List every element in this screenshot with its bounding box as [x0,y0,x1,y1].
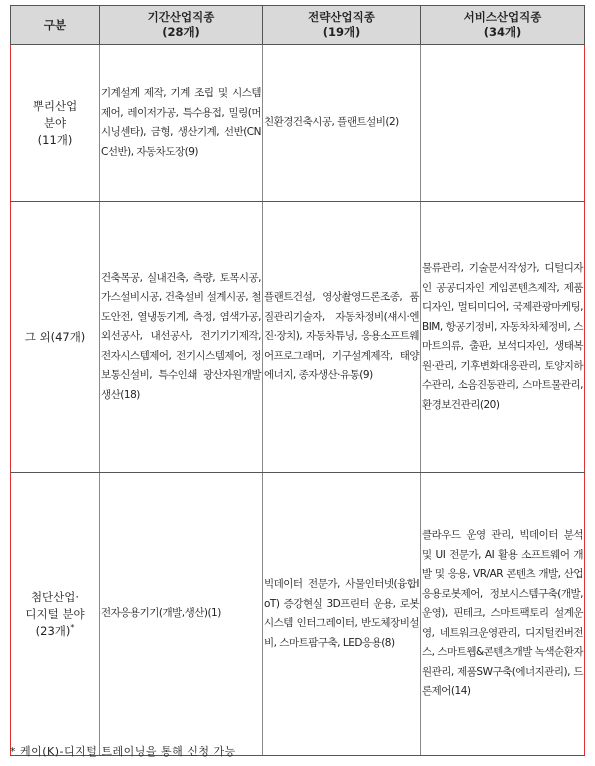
cell-key-industry: 기계설계 제작, 기계 조립 및 시스템제어, 레이저가공, 특수용접, 밀링(머시닝센타), 금형, 생산기계, 선반(CNC선반), 자동차도장(9) [100,45,263,202]
row-category-others [11,202,100,473]
row-category-line: 디지털 분야 [25,606,85,621]
header-category-title: 구분 [43,17,67,32]
cell-service-industry [421,45,585,202]
header-strategic-industry-title: 전략산업직종 [308,10,375,24]
header-key-industry-count: (28개) [162,25,200,39]
header-key-industry [100,6,263,45]
cell-service-industry: 클라우드 운영 관리, 빅데이터 분석 및 UI 전문가, AI 활용 소프트웨어 개발 및 응용, VR/AR 콘텐츠 개발, 산업응용로봇제어, 정보시스템구축(개발,운영), 핀테크, 스마트팩토리 설계운영, 네트워크운영관리, 디지털컨버전스, 스마트웹&콘텐츠개발 녹색순환자원관리, 제품SW구축(에너지관리), 드론제어(14) [421,473,585,756]
cell-strategic-industry: 빅데이터 전문가, 사물인터넷(융합IoT) 증강현실 3D프린터 운용, 로봇시스템 인터그레이터, 반도체장비설비, 스마트팜구축, LED응용(8) [263,473,421,756]
header-service-industry-count: (34개) [483,25,522,39]
table-row-root-industry [11,45,585,202]
row-category-line: (11개) [37,132,73,147]
row-category-line: 그 외(47개) [24,329,86,344]
row-category-line [11,623,99,640]
header-key-industry-title: 기간산업직종 [147,10,215,24]
header-strategic-industry-count: (19개) [322,25,361,39]
cell-strategic-industry: 친환경건축시공, 플랜트설비(2) [263,45,421,202]
cell-service-industry: 물류관리, 기술문서작성가, 디털디자인 공공디자인 게임콘텐츠제작, 제품 디자인, 멀티미디어, 국제관광마케팅, BIM, 항공기정비, 자동차차체정비, 스마트의류, 출판, 보석디자인, 생태복원·관리, 기후변화대응관리, 토양지하수관리, 소음진동관리, 스마트물관리, 환경보건관리(20) [421,202,585,473]
row-category-line: 뿌리산업 [32,98,78,113]
cell-strategic-industry: 플랜트건설, 영상촬영드론조종, 품질관리기술자, 자동차정비(섀시·엔진·장치), 자동차튜닝, 응용소프트웨어프로그래머, 기구설계제작, 태양에너지, 종자생산·유통(9) [263,202,421,473]
footnote: * 케이(K)-디지털 트레이닝을 통해 신청 가능 [10,745,236,758]
header-category [11,6,100,45]
row-category-line: 분야 [43,115,67,130]
cell-key-industry: 건축목공, 실내건축, 측량, 토목시공, 가스설비시공, 건축설비 설계시공, 철도안전, 열냉동기계, 측정, 염색가공, 외선공사, 내선공사, 전기기기제작, 전자시스템제어, 전기시스템제어, 정보통신설비, 특수인쇄 광산자원개발생산(18) [100,202,263,473]
occupation-table [10,5,585,756]
row-category-advanced [11,473,100,756]
cell-key-industry: 전자응용기기(개발,생산)(1) [100,473,263,756]
header-strategic-industry [263,6,421,45]
row-category-count: (23개) [35,623,71,638]
header-row [11,6,585,45]
row-category-root [11,45,100,202]
row-category-line: 첨단산업· [30,589,80,604]
header-service-industry-title: 서비스산업직종 [463,10,542,24]
table-row-advanced-digital [11,473,585,756]
footnote-marker: * [70,622,75,632]
header-service-industry [421,6,585,45]
table-row-others [11,202,585,473]
